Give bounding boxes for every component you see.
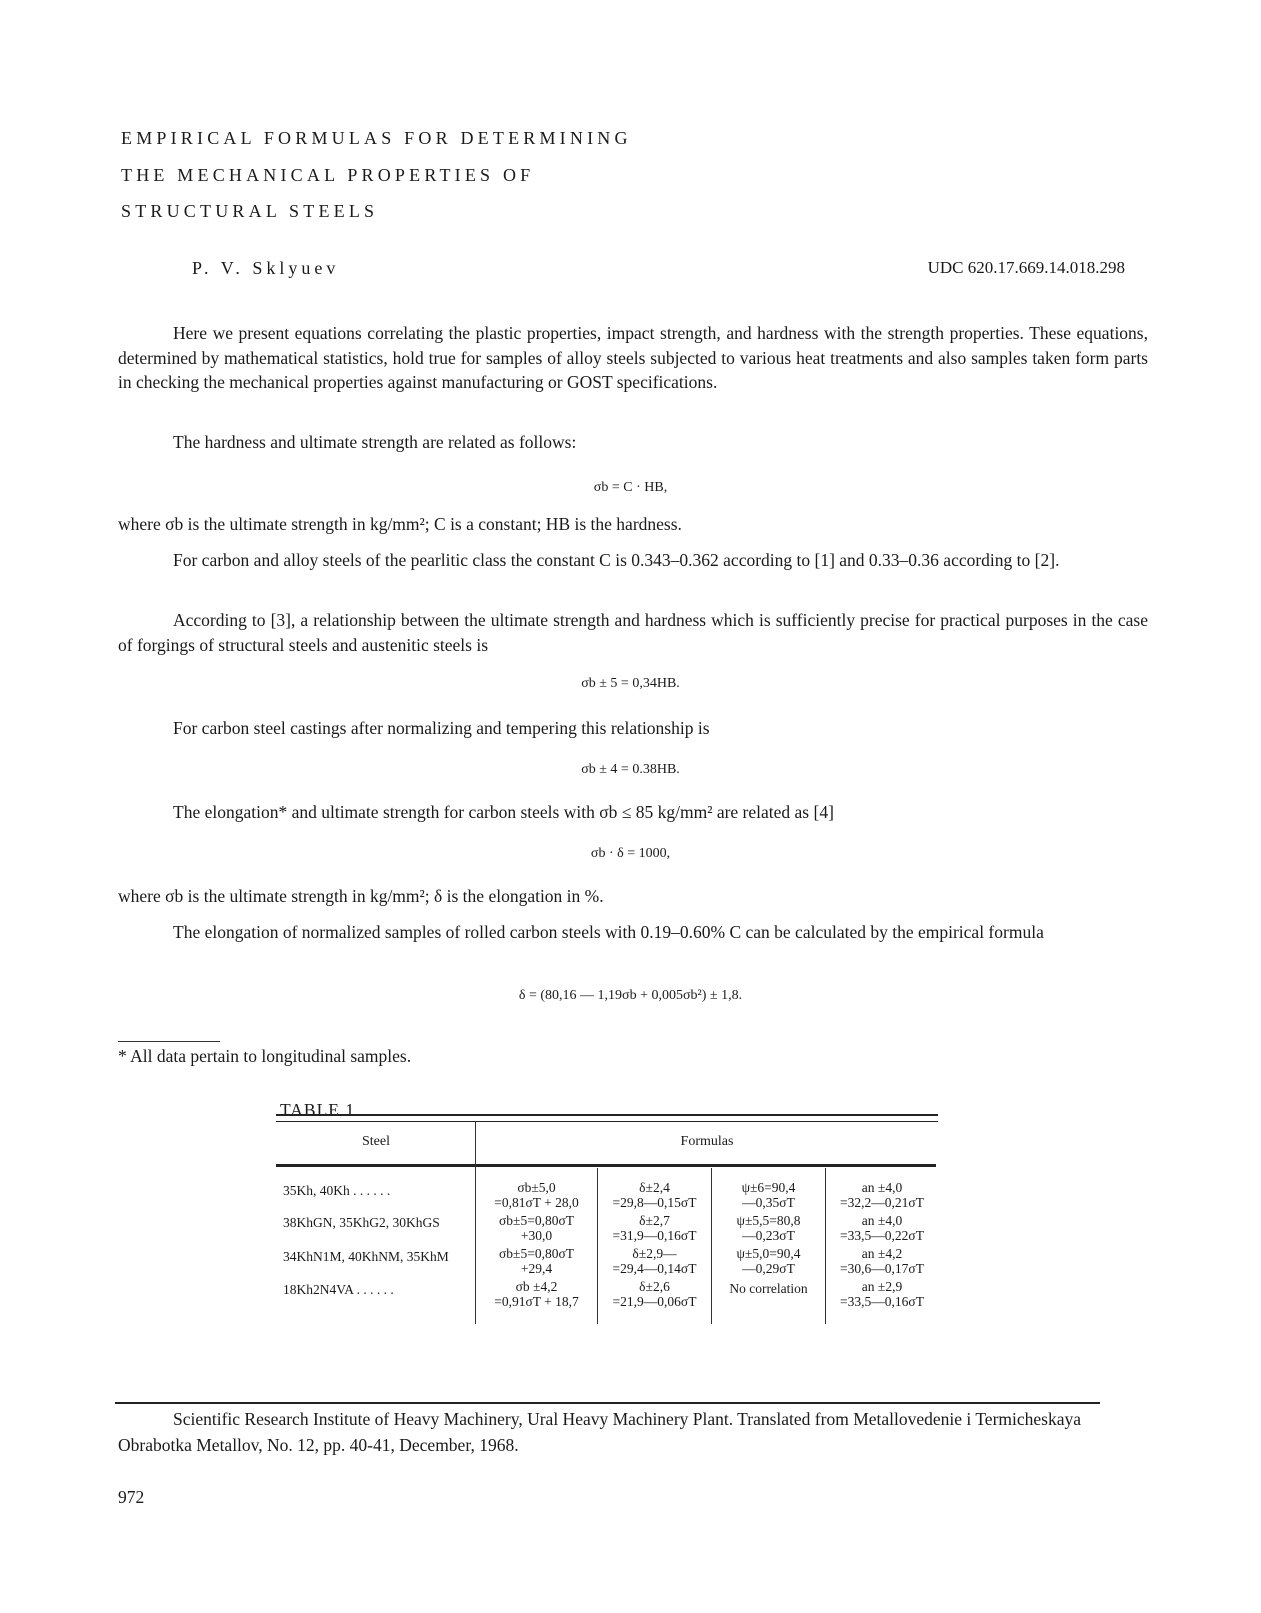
- table-row-2-f3: [712, 1214, 825, 1243]
- equation-5: δ = (80,16 — 1,19σb + 0,005σb²) ± 1,8.: [518, 988, 743, 1003]
- cell-line: δ±2,9—: [632, 1246, 677, 1261]
- cell-line: No correlation: [729, 1281, 808, 1296]
- cell-line: ψ±5,0=90,4: [736, 1246, 801, 1261]
- cell-line: δ±2,7: [639, 1213, 670, 1228]
- table-row-4-steel: 18Kh2N4VA . . . . . .: [283, 1282, 394, 1297]
- table-row-2-f2: [598, 1214, 711, 1243]
- footnote: * All data pertain to longitudinal samples.: [118, 1046, 412, 1066]
- cell-line: an ±4,0: [861, 1180, 903, 1195]
- table-row-3-f2: [598, 1247, 711, 1276]
- cell-line: =33,5—0,22σT: [840, 1227, 924, 1243]
- elongation-text: The elongation* and ultimate strength for carbon steels with σb ≤ 85 kg/mm² are related as [4]: [173, 802, 834, 822]
- table-top-rule-2: [276, 1121, 938, 1122]
- equation-1: σb = C · HB,: [593, 480, 668, 495]
- table-row-4-f1: [476, 1280, 597, 1309]
- where-paragraph-1: [118, 512, 1148, 537]
- intro-paragraph: [118, 321, 1148, 395]
- author: P. V. Sklyuev: [192, 258, 340, 278]
- cell-line: σb ±4,2: [515, 1279, 558, 1294]
- intro-text: Here we present equations correlating the plastic properties, impact strength, and hardness with the strength properties. These equations, determined by mathematical statistics, hold true for samples of alloy steels subjected to various heat treatments and also samples taken form parts in checking the mechanical properties against manufacturing or GOST specifications.: [118, 323, 1148, 392]
- cell-line: =29,4—0,14σT: [612, 1260, 697, 1276]
- udc-code: UDC 620.17.669.14.018.298: [927, 258, 1125, 277]
- header-formulas: Formulas: [680, 1134, 734, 1149]
- hardness-text: The hardness and ultimate strength are related as follows:: [173, 432, 577, 452]
- table-row-1-f3: [712, 1181, 825, 1210]
- title-line-1: EMPIRICAL FORMULAS FOR DETERMINING: [121, 128, 632, 148]
- cell-line: =32,2—0,21σT: [840, 1194, 924, 1210]
- according-text: According to [3], a relationship between the ultimate strength and hardness which is sufficiently precise for practical purposes in the case of forgings of structural steels and austenitic steels is: [118, 610, 1148, 655]
- cell-line: =0,91σT + 18,7: [494, 1293, 579, 1309]
- cell-line: =21,9—0,06σT: [612, 1293, 697, 1309]
- cell-line: ψ±6=90,4: [741, 1180, 796, 1195]
- table-row-3-f4: [826, 1247, 938, 1276]
- where-text-1: where σb is the ultimate strength in kg/mm²; C is a constant; HB is the hardness.: [118, 514, 682, 534]
- cell-line: ψ±5,5=80,8: [736, 1213, 801, 1228]
- cell-line: —0,23σT: [742, 1227, 795, 1243]
- cell-line: an ±4,0: [861, 1213, 903, 1228]
- table-row-2-f4: [826, 1214, 938, 1243]
- cell-line: σb±5=0,80σT: [499, 1213, 574, 1228]
- footer-text: Scientific Research Institute of Heavy Machinery, Ural Heavy Machinery Plant. Translated from Metallovedenie i Termicheskaya Obrabotka Metallov, No. 12, pp. 40-41, December, 1968.: [118, 1409, 1082, 1455]
- cell-line: σb±5=0,80σT: [499, 1246, 574, 1261]
- cell-line: an ±2,9: [861, 1279, 903, 1294]
- header-steel: Steel: [362, 1134, 390, 1149]
- cell-line: =30,6—0,17σT: [840, 1260, 924, 1276]
- cell-line: δ±2,6: [639, 1279, 670, 1294]
- cell-line: —0,29σT: [742, 1260, 795, 1276]
- title-line-3: STRUCTURAL STEELS: [121, 201, 379, 221]
- equation-4: σb · δ = 1000,: [590, 846, 671, 861]
- table-top-rule: [276, 1114, 938, 1116]
- elongation-paragraph: [118, 800, 1148, 825]
- carbon-paragraph: [118, 548, 1148, 573]
- carbon-text: For carbon and alloy steels of the pearlitic class the constant C is 0.343–0.362 according to [1] and 0.33–0.36 according to [2].: [173, 550, 1060, 570]
- castings-paragraph: [118, 716, 1148, 741]
- table-label: TABLE 1: [280, 1100, 356, 1120]
- where-paragraph-2: [118, 884, 1148, 909]
- cell-line: δ±2,4: [639, 1180, 670, 1195]
- table-row-1-f4: [826, 1181, 938, 1210]
- table-row-1-f1: [476, 1181, 597, 1210]
- cell-line: =33,5—0,16σT: [840, 1293, 924, 1309]
- table-row-3-f3: [712, 1247, 825, 1276]
- page-number: 972: [118, 1487, 145, 1507]
- table-row-2-f1: [476, 1214, 597, 1243]
- table-row-1-f2: [598, 1181, 711, 1210]
- footnote-rule: [118, 1041, 220, 1042]
- cell-line: +30,0: [520, 1227, 553, 1243]
- table-row-3-steel: 34KhN1M, 40KhNM, 35KhM: [283, 1249, 449, 1264]
- table-row-4-f2: [598, 1280, 711, 1309]
- normalized-text: The elongation of normalized samples of rolled carbon steels with 0.19–0.60% C can be calculated by the empirical formula: [173, 922, 1044, 942]
- equation-2: σb ± 5 = 0,34HB.: [581, 676, 680, 691]
- title-line-2: THE MECHANICAL PROPERTIES OF: [121, 165, 535, 185]
- table-row-4-f3: [712, 1282, 825, 1297]
- cell-line: +29,4: [520, 1260, 553, 1276]
- equation-3: σb ± 4 = 0.38HB.: [581, 762, 680, 777]
- according-paragraph: [118, 608, 1148, 657]
- table-row-1-steel: 35Kh, 40Kh . . . . . .: [283, 1183, 391, 1198]
- table-row-3-f1: [476, 1247, 597, 1276]
- cell-line: =29,8—0,15σT: [612, 1194, 697, 1210]
- table-row-4-f4: [826, 1280, 938, 1309]
- hardness-paragraph: [118, 430, 1148, 455]
- cell-line: =31,9—0,16σT: [612, 1227, 697, 1243]
- normalized-paragraph: [118, 920, 1148, 945]
- footer-rule: [115, 1402, 1100, 1404]
- cell-line: =0,81σT + 28,0: [494, 1194, 579, 1210]
- footer: [118, 1406, 1103, 1458]
- cell-line: an ±4,2: [861, 1246, 903, 1261]
- castings-text: For carbon steel castings after normalizing and tempering this relationship is: [173, 718, 710, 738]
- where-text-2: where σb is the ultimate strength in kg/mm²; δ is the elongation in %.: [118, 886, 604, 906]
- cell-line: σb±5,0: [517, 1180, 556, 1195]
- cell-line: —0,35σT: [742, 1194, 795, 1210]
- table-row-2-steel: 38KhGN, 35KhG2, 30KhGS: [283, 1215, 440, 1230]
- table-header-rule: [276, 1164, 936, 1167]
